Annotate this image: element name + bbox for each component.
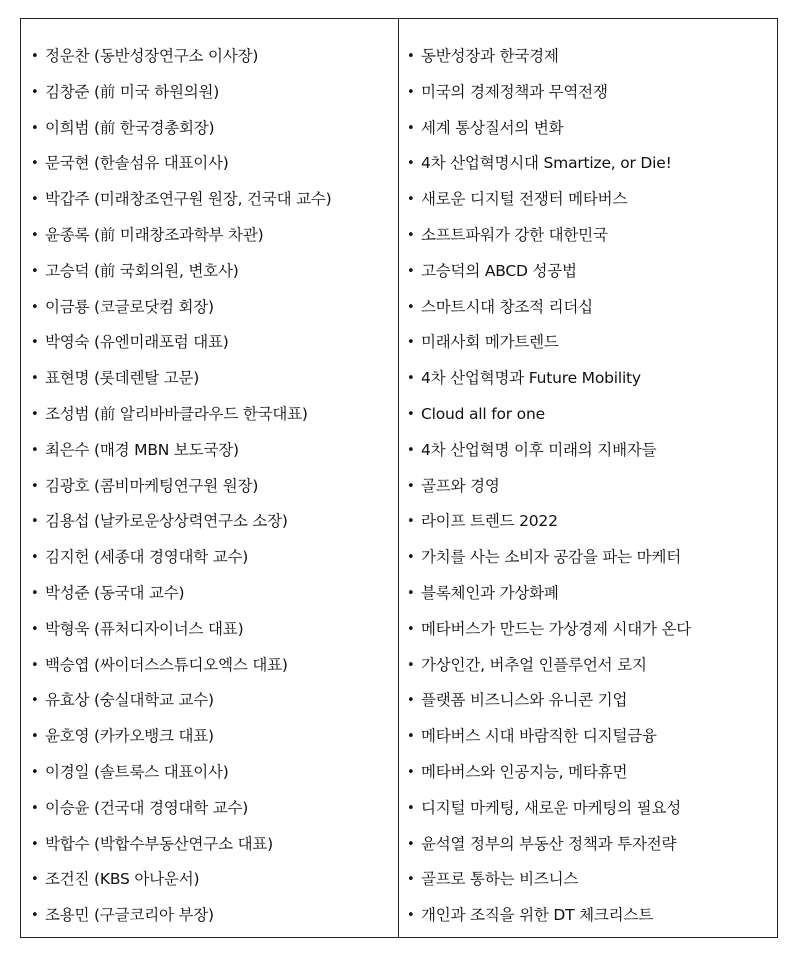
- topic-item-text: 메타버스가 만드는 가상경제 시대가 온다: [421, 619, 692, 638]
- bullet-icon: •: [31, 120, 39, 136]
- bullet-icon: •: [31, 836, 39, 852]
- topic-item: [407, 361, 773, 397]
- topic-item: [407, 648, 773, 684]
- topic-item: [407, 755, 773, 791]
- bullet-icon: •: [407, 872, 415, 888]
- speaker-item-text: 김창준 (前 미국 하원의원): [45, 82, 220, 101]
- topic-item-text: 개인과 조직을 위한 DT 체크리스트: [421, 906, 653, 925]
- bullet-icon: •: [407, 764, 415, 780]
- topic-item: [407, 397, 773, 433]
- bullet-icon: •: [407, 657, 415, 673]
- topic-item-text: 스마트시대 창조적 리더십: [421, 297, 593, 316]
- bullet-icon: •: [407, 120, 415, 136]
- topic-item: [407, 862, 773, 898]
- bullet-icon: •: [31, 800, 39, 816]
- topic-item-text: Cloud all for one: [421, 404, 545, 423]
- topic-item: [407, 433, 773, 469]
- speaker-item: [31, 827, 391, 863]
- speaker-item-text: 박성준 (동국대 교수): [45, 583, 185, 602]
- bullet-icon: •: [31, 585, 39, 601]
- topic-item-text: 메타버스와 인공지능, 메타휴먼: [421, 762, 628, 781]
- speaker-item-text: 김지헌 (세종대 경영대학 교수): [45, 548, 249, 567]
- speaker-item: [31, 397, 391, 433]
- topic-item-text: 라이프 트렌드 2022: [421, 512, 558, 531]
- topic-item: [407, 791, 773, 827]
- bullet-icon: •: [407, 192, 415, 208]
- bullet-icon: •: [31, 657, 39, 673]
- topic-item: [407, 218, 773, 254]
- bullet-icon: •: [31, 227, 39, 243]
- speaker-item: [31, 111, 391, 147]
- speaker-item-text: 이경일 (솔트룩스 대표이사): [45, 762, 229, 781]
- speaker-item-text: 김광호 (콤비마케팅연구원 원장): [45, 476, 259, 495]
- bullet-icon: •: [31, 84, 39, 100]
- bullet-icon: •: [407, 514, 415, 530]
- speaker-item-text: 윤호영 (카카오뱅크 대표): [45, 727, 214, 746]
- speaker-item: [31, 719, 391, 755]
- speaker-item-text: 김용섭 (날카로운상상력연구소 소장): [45, 512, 288, 531]
- bullet-icon: •: [31, 621, 39, 637]
- column-divider: [398, 19, 399, 937]
- bullet-icon: •: [407, 693, 415, 709]
- speaker-item: [31, 146, 391, 182]
- topic-item-text: 새로운 디지털 전쟁터 메타버스: [421, 190, 628, 209]
- bullet-icon: •: [407, 227, 415, 243]
- bullet-icon: •: [31, 406, 39, 422]
- topic-item: [407, 111, 773, 147]
- speaker-item-text: 이희범 (前 한국경총회장): [45, 118, 215, 137]
- speaker-item: [31, 755, 391, 791]
- speaker-item-text: 백승엽 (싸이더스스튜디오엑스 대표): [45, 655, 288, 674]
- speaker-item: [31, 361, 391, 397]
- topic-item: [407, 254, 773, 290]
- bullet-icon: •: [31, 908, 39, 924]
- bullet-icon: •: [407, 908, 415, 924]
- topic-item: [407, 719, 773, 755]
- speaker-item: [31, 504, 391, 540]
- bullet-icon: •: [407, 49, 415, 64]
- bullet-icon: •: [407, 156, 415, 172]
- speaker-item: [31, 433, 391, 469]
- topic-item: [407, 827, 773, 863]
- speaker-item: [31, 862, 391, 898]
- topic-item-text: 가상인간, 버추얼 인플루언서 로지: [421, 655, 647, 674]
- speaker-item: [31, 612, 391, 648]
- topic-item: [407, 75, 773, 111]
- bullet-icon: •: [31, 693, 39, 709]
- speaker-item: [31, 325, 391, 361]
- speaker-item-text: 문국현 (한솔섬유 대표이사): [45, 154, 229, 173]
- speaker-item: [31, 576, 391, 612]
- bullet-icon: •: [31, 299, 39, 315]
- speaker-item-text: 윤종록 (前 미래창조과학부 차관): [45, 225, 264, 244]
- lecture-table: [20, 18, 778, 938]
- topic-item: [407, 898, 773, 934]
- speaker-item-text: 고승덕 (前 국회의원, 변호사): [45, 261, 239, 280]
- topic-item: [407, 683, 773, 719]
- bullet-icon: •: [407, 836, 415, 852]
- bullet-icon: •: [31, 478, 39, 494]
- speaker-item: [31, 791, 391, 827]
- bullet-icon: •: [31, 156, 39, 172]
- speaker-item: [31, 648, 391, 684]
- speaker-item-text: 표현명 (롯데렌탈 고문): [45, 369, 200, 388]
- bullet-icon: •: [407, 729, 415, 745]
- bullet-icon: •: [31, 263, 39, 279]
- speaker-item: [31, 75, 391, 111]
- topic-item: [407, 576, 773, 612]
- bullet-icon: •: [407, 550, 415, 566]
- topic-item-text: 윤석열 정부의 부동산 정책과 투자전략: [421, 834, 677, 853]
- speaker-item-text: 박합수 (박합수부동산연구소 대표): [45, 834, 273, 853]
- topic-item: [407, 290, 773, 326]
- speaker-item-text: 이승윤 (건국대 경영대학 교수): [45, 798, 249, 817]
- bullet-icon: •: [31, 49, 39, 64]
- speaker-item-text: 박갑주 (미래창조연구원 원장, 건국대 교수): [45, 190, 332, 209]
- topic-item-text: 디지털 마케팅, 새로운 마케팅의 필요성: [421, 798, 682, 817]
- bullet-icon: •: [31, 335, 39, 351]
- speaker-item: [31, 469, 391, 505]
- bullet-icon: •: [407, 442, 415, 458]
- bullet-icon: •: [407, 335, 415, 351]
- speaker-item-text: 조건진 (KBS 아나운서): [45, 870, 200, 889]
- topic-item-text: 미국의 경제정책과 무역전쟁: [421, 82, 608, 101]
- speaker-column: [31, 39, 391, 934]
- topic-item-text: 블록체인과 가상화폐: [421, 583, 559, 602]
- speaker-item: [31, 182, 391, 218]
- speaker-item: [31, 683, 391, 719]
- bullet-icon: •: [31, 192, 39, 208]
- topic-item-text: 소프트파워가 강한 대한민국: [421, 225, 608, 244]
- topic-item-text: 미래사회 메가트렌드: [421, 333, 559, 352]
- bullet-icon: •: [31, 550, 39, 566]
- topic-item: [407, 39, 773, 75]
- topic-item-text: 고승덕의 ABCD 성공법: [421, 261, 577, 280]
- topic-item-text: 골프와 경영: [421, 476, 500, 495]
- bullet-icon: •: [407, 800, 415, 816]
- speaker-item-text: 이금룡 (코글로닷컴 회장): [45, 297, 214, 316]
- bullet-icon: •: [407, 478, 415, 494]
- bullet-icon: •: [31, 442, 39, 458]
- topic-item: [407, 469, 773, 505]
- topic-item-text: 세계 통상질서의 변화: [421, 118, 564, 137]
- topic-item-text: 메타버스 시대 바람직한 디지털금융: [421, 727, 657, 746]
- topic-item-text: 4차 산업혁명시대 Smartize, or Die!: [421, 154, 672, 173]
- topic-column: [407, 39, 773, 934]
- bullet-icon: •: [31, 514, 39, 530]
- speaker-item-text: 조성범 (前 알리바바클라우드 한국대표): [45, 404, 308, 423]
- speaker-item: [31, 39, 391, 75]
- topic-item-text: 4차 산업혁명과 Future Mobility: [421, 369, 641, 388]
- speaker-item-text: 박형욱 (퓨처디자이너스 대표): [45, 619, 244, 638]
- speaker-item: [31, 290, 391, 326]
- bullet-icon: •: [407, 84, 415, 100]
- bullet-icon: •: [31, 729, 39, 745]
- bullet-icon: •: [31, 764, 39, 780]
- speaker-item-text: 정운찬 (동반성장연구소 이사장): [45, 47, 259, 65]
- speaker-item-text: 유효상 (숭실대학교 교수): [45, 691, 214, 710]
- bullet-icon: •: [407, 263, 415, 279]
- speaker-item-text: 조용민 (구글코리아 부장): [45, 906, 214, 925]
- bullet-icon: •: [31, 371, 39, 387]
- topic-item: [407, 182, 773, 218]
- speaker-item: [31, 218, 391, 254]
- speaker-item: [31, 540, 391, 576]
- topic-item: [407, 504, 773, 540]
- topic-item: [407, 325, 773, 361]
- bullet-icon: •: [407, 371, 415, 387]
- topic-item-text: 동반성장과 한국경제: [421, 47, 559, 65]
- topic-item: [407, 146, 773, 182]
- bullet-icon: •: [407, 299, 415, 315]
- topic-item: [407, 540, 773, 576]
- topic-item-text: 가치를 사는 소비자 공감을 파는 마케터: [421, 548, 682, 567]
- topic-item-text: 4차 산업혁명 이후 미래의 지배자들: [421, 440, 657, 459]
- topic-item: [407, 612, 773, 648]
- speaker-item-text: 최은수 (매경 MBN 보도국장): [45, 440, 239, 459]
- speaker-item: [31, 898, 391, 934]
- speaker-item: [31, 254, 391, 290]
- bullet-icon: •: [407, 406, 415, 422]
- topic-item-text: 골프로 통하는 비즈니스: [421, 870, 579, 889]
- topic-item-text: 플랫폼 비즈니스와 유니콘 기업: [421, 691, 628, 710]
- bullet-icon: •: [407, 585, 415, 601]
- bullet-icon: •: [31, 872, 39, 888]
- speaker-item-text: 박영숙 (유엔미래포럼 대표): [45, 333, 229, 352]
- bullet-icon: •: [407, 621, 415, 637]
